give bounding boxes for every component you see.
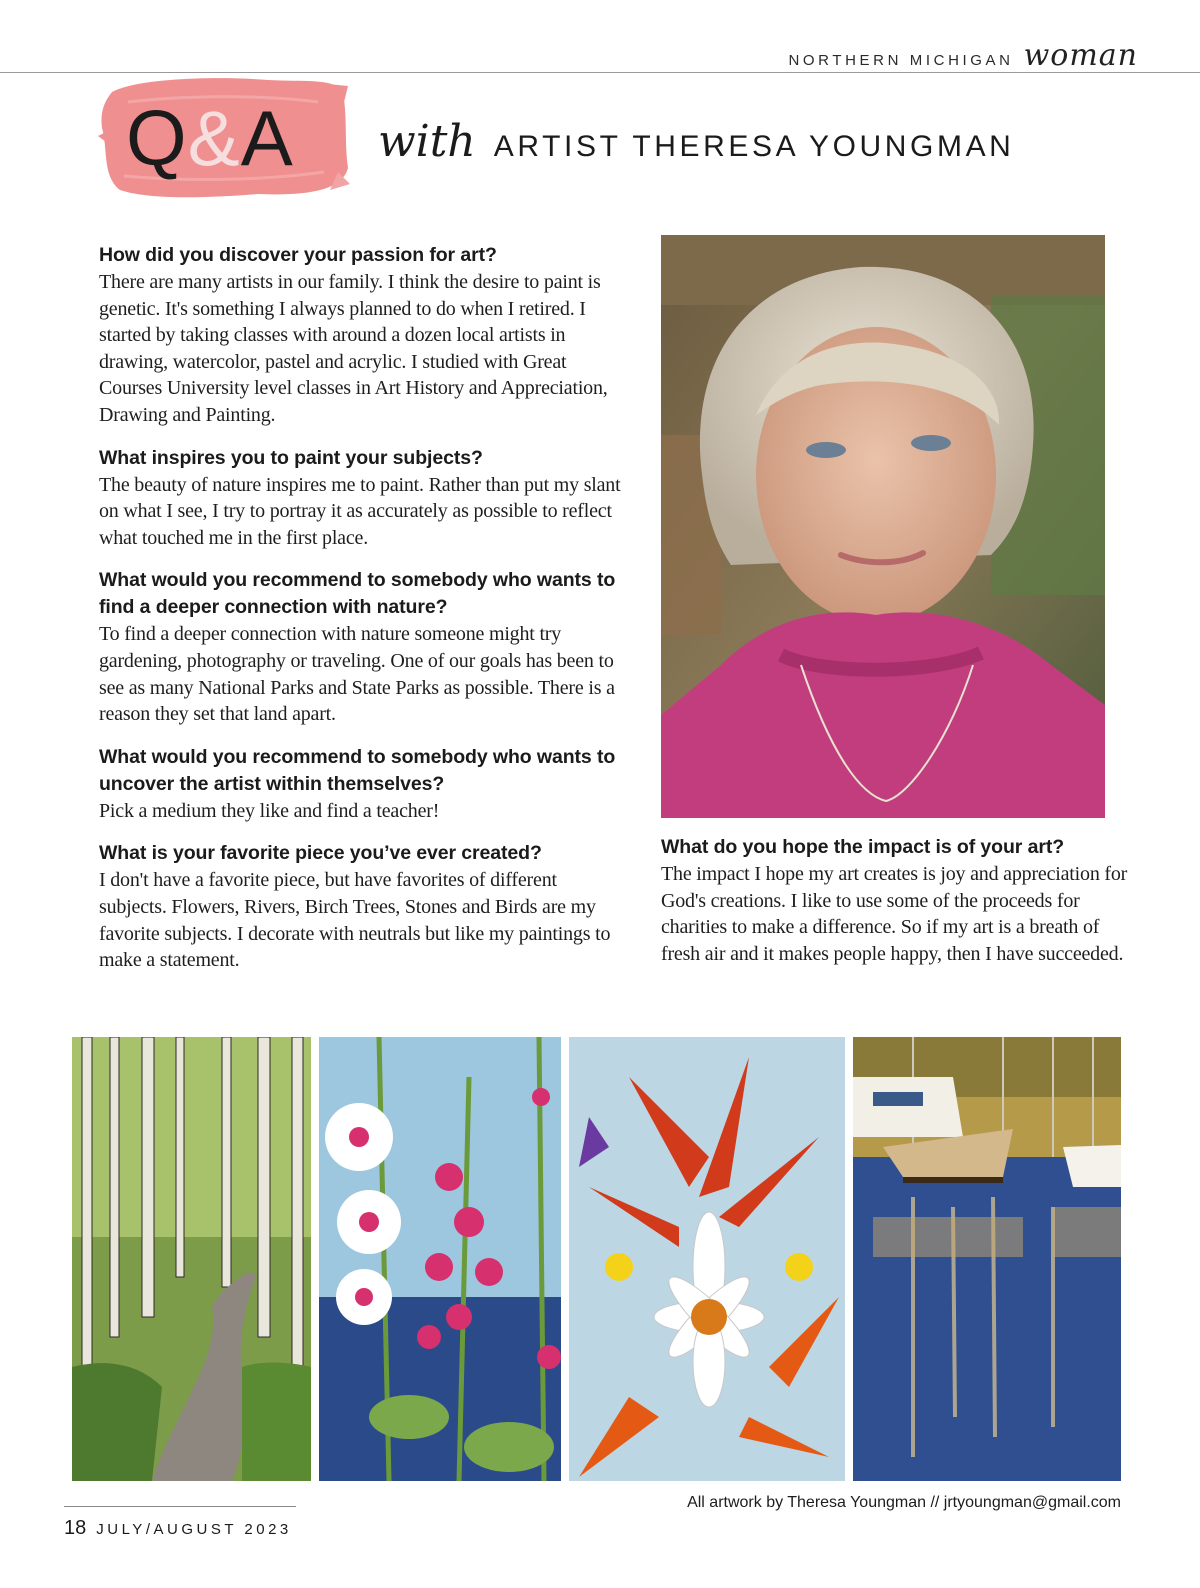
- magazine-masthead: [788, 38, 1138, 73]
- question: What inspires you to paint your subjects?: [99, 446, 483, 469]
- question: How did you discover your passion for art?: [99, 244, 497, 266]
- footer-rule: [64, 1506, 296, 1507]
- answer: The impact I hope my art creates is joy and appreciation for God's creations. I like to use some of the proceeds for charities to make a difference. So if my art is a breath of fresh air and it makes people happy, then I have succeeded.: [661, 863, 1128, 965]
- artist-portrait-photo: [661, 235, 1105, 818]
- painting-hollyhocks: [319, 1037, 561, 1481]
- question: What would you recommend to somebody who wants to find a deeper connection with nature?: [99, 569, 616, 619]
- page-number: 18: [64, 1517, 87, 1539]
- painting-lilies-daisies: [569, 1037, 845, 1481]
- answer: Pick a medium they like and find a teacher!: [99, 799, 440, 822]
- title-subject: ARTIST THERESA YOUNGMAN: [493, 130, 1015, 163]
- right-column: [661, 834, 1131, 983]
- question: What is your favorite piece you’ve ever created?: [99, 842, 542, 865]
- qa-item: [99, 840, 624, 973]
- answer: I don't have a favorite piece, but have favorites of different subjects. Flowers, Rivers, Birch Trees, Stones and Birds are my favorite subjects. I decorate with neutrals but like my paintings to make a statement.: [99, 869, 611, 972]
- title-with-script: with: [378, 116, 476, 167]
- painting-harbor-boats: [853, 1037, 1121, 1481]
- answer: The beauty of nature inspires me to paint. Rather than put my slant on what I see, I try to portray it as accurately as possible to reflect what touched me in the first place.: [99, 473, 621, 549]
- qa-item: [99, 242, 624, 429]
- qa-item: [99, 445, 624, 552]
- magazine-script-logo: woman: [1023, 38, 1138, 73]
- answer: To find a deeper connection with nature someone might try gardening, photography or traveling. One of our goals has been to see as many National Parks and State Parks as possible. There is a reason they set that land apart.: [99, 623, 615, 726]
- artwork-credit: All artwork by Theresa Youngman // jrtyoungman@gmail.com: [687, 1494, 1121, 1511]
- qa-item: [99, 744, 624, 825]
- qa-heading: [126, 88, 294, 188]
- qa-badge: [98, 72, 350, 204]
- left-column: [99, 242, 624, 990]
- qa-letter-a: A: [240, 94, 294, 182]
- qa-item: [661, 834, 1131, 967]
- page-footer: [64, 1517, 292, 1540]
- question: What would you recommend to somebody who wants to uncover the artist within themselves?: [99, 745, 616, 795]
- painting-birch-path: [72, 1037, 311, 1481]
- article-title: [378, 116, 1014, 167]
- qa-ampersand: &: [187, 94, 241, 182]
- magazine-name: NORTHERN MICHIGAN: [788, 52, 1014, 69]
- question: What do you hope the impact is of your art?: [661, 836, 1065, 858]
- qa-item: [99, 567, 624, 727]
- issue-date: JULY/AUGUST 2023: [96, 1521, 292, 1538]
- qa-letter-q: Q: [126, 94, 188, 182]
- answer: There are many artists in our family. I think the desire to paint is genetic. It's something I always planned to do when I retired. I started by taking classes with around a dozen local artists in drawing, watercolor, pastel and acrylic. I studied with Great Courses University level classes in Art History and Appreciation, Drawing and Painting.: [99, 271, 608, 426]
